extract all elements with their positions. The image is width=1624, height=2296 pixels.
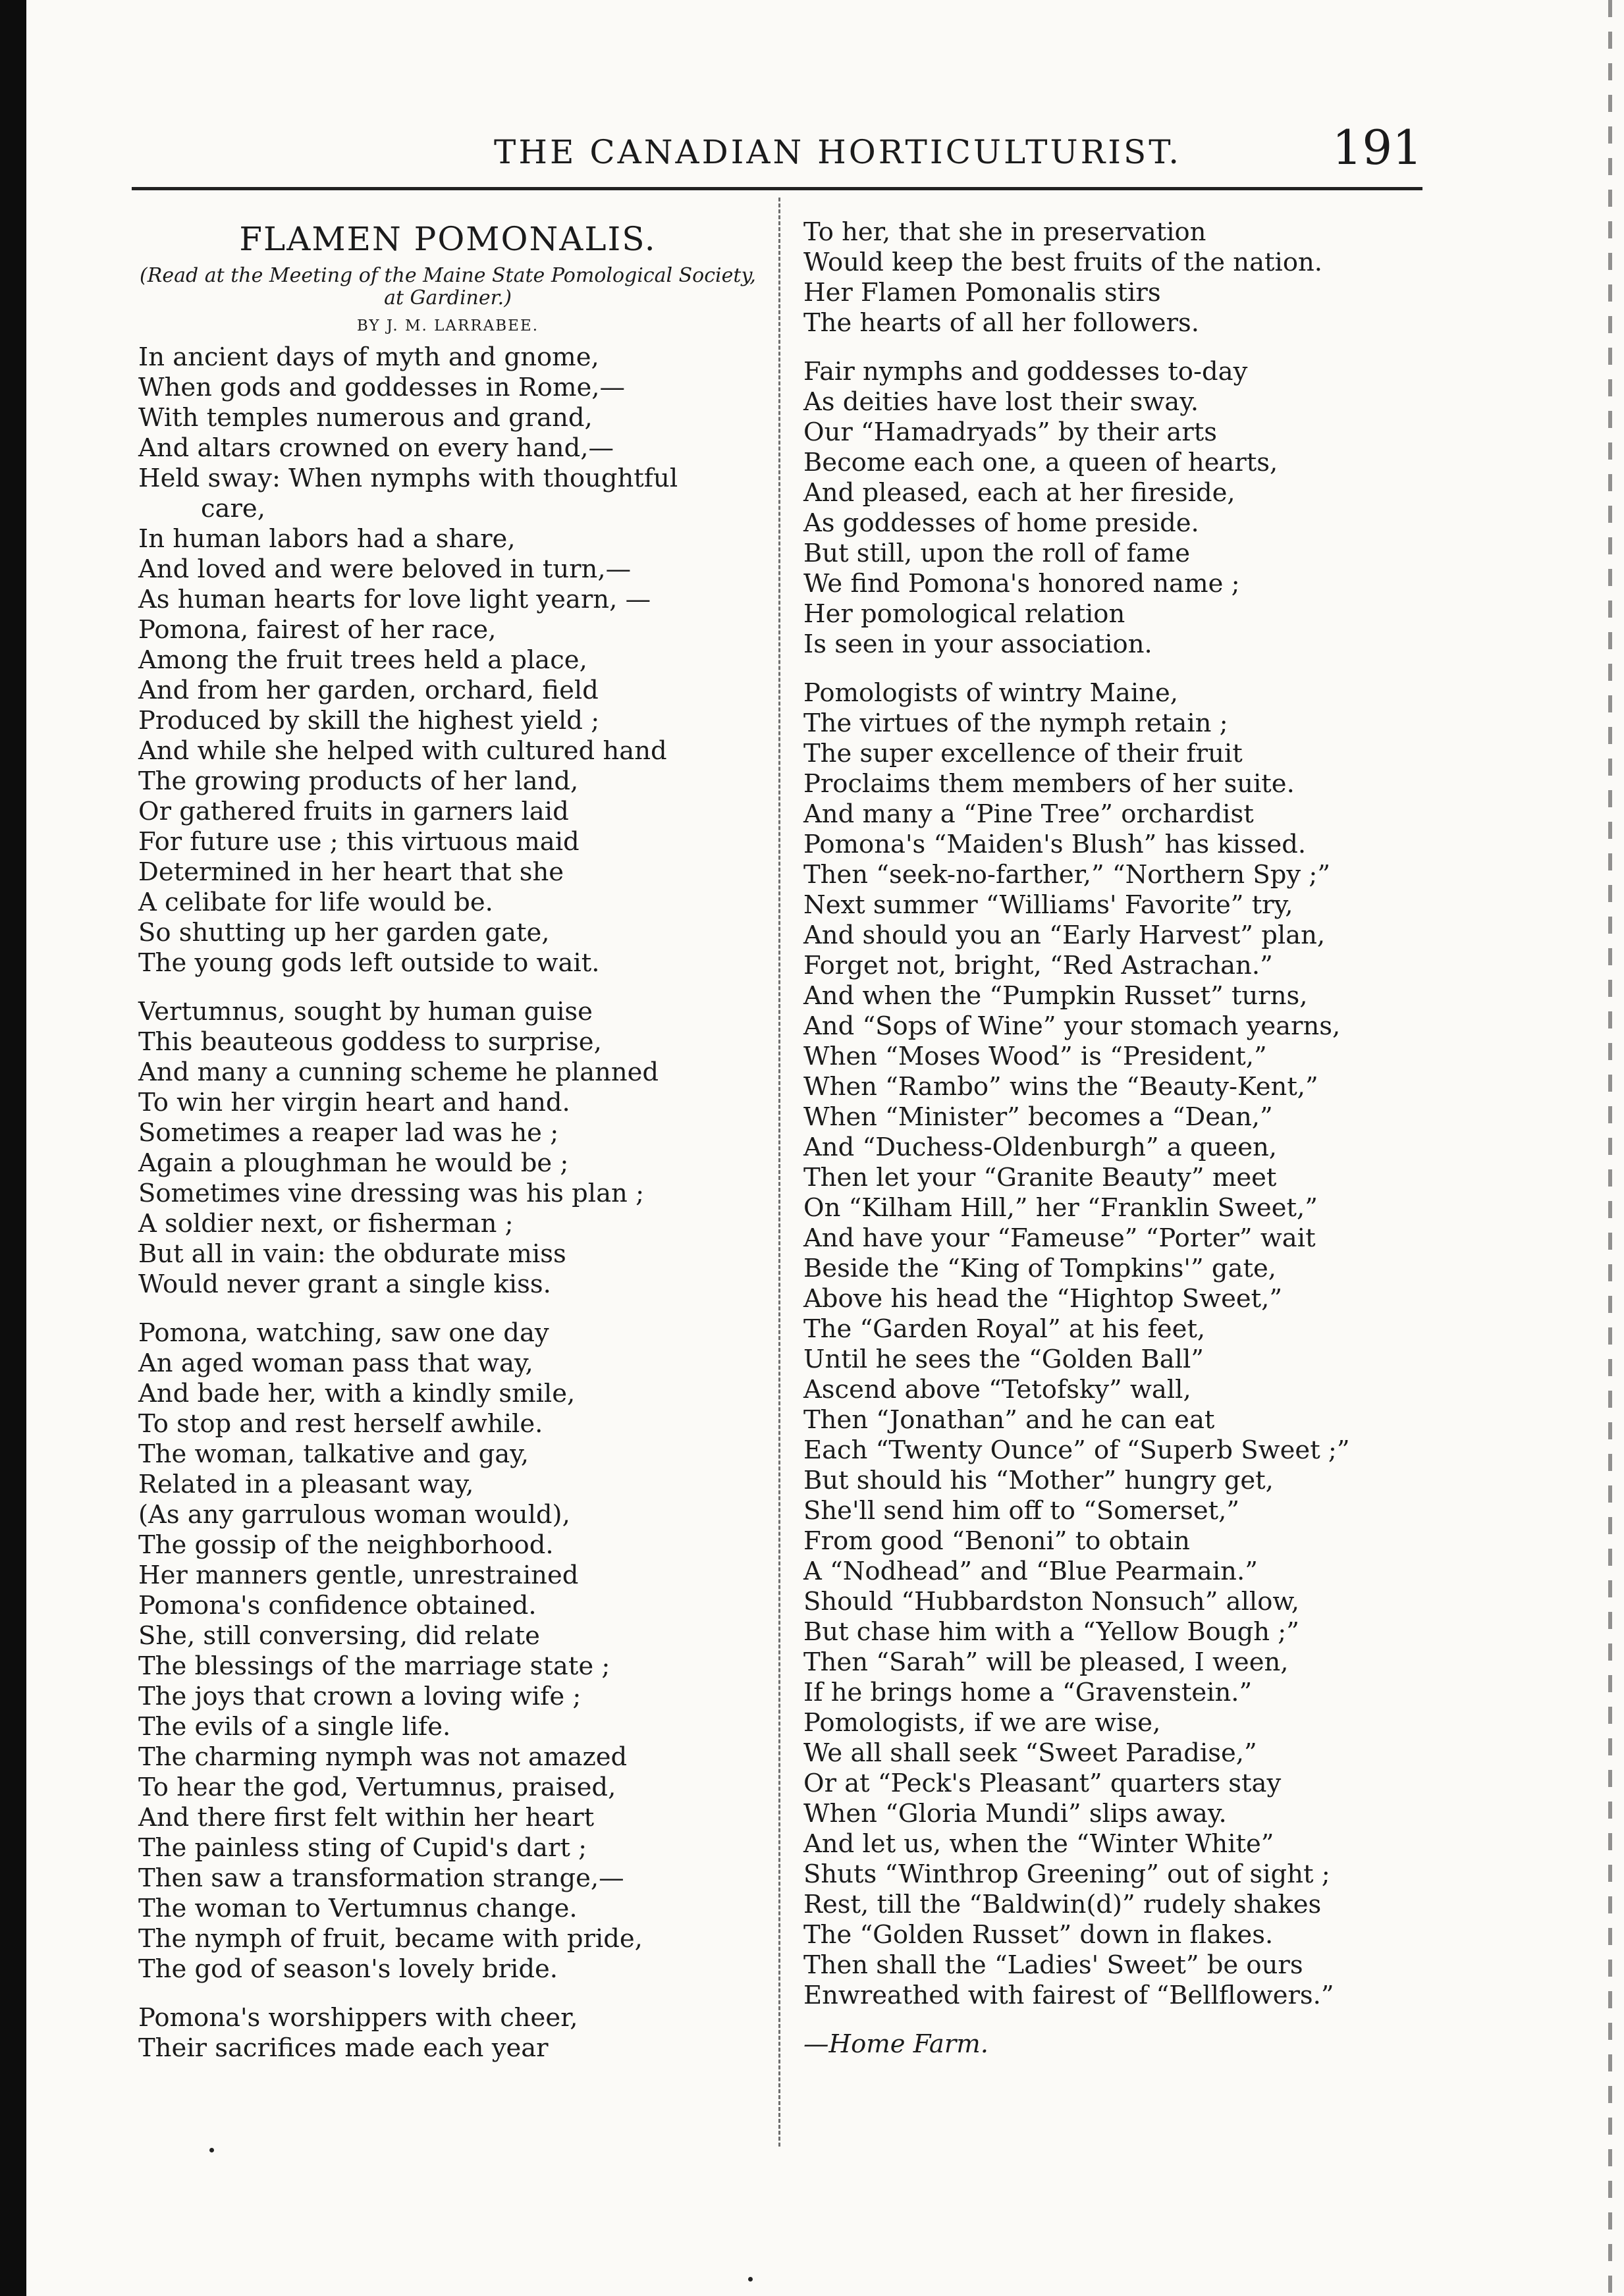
poem-line: When “Minister” becomes a “Dean,”: [803, 1102, 1273, 1132]
poem-line: An aged woman pass that way,: [138, 1348, 533, 1378]
poem-line: Should “Hubbardston Nonsuch” allow,: [803, 1587, 1300, 1616]
poem-line: Her pomological relation: [803, 599, 1125, 629]
poem-line: But all in vain: the obdurate miss: [138, 1239, 566, 1269]
poem-line: Our “Hamadryads” by their arts: [803, 417, 1217, 447]
poem-line: Each “Twenty Ounce” of “Superb Sweet ;”: [803, 1435, 1350, 1465]
poem-line: Then “Jonathan” and he can eat: [803, 1405, 1215, 1435]
poem-line: The super excellence of their fruit: [803, 739, 1243, 768]
poem-line: A celibate for life would be.: [138, 888, 493, 917]
left-stanzas: [138, 342, 757, 2064]
poem-line: Determined in her heart that she: [138, 857, 564, 887]
poem-line: To stop and rest herself awhile.: [138, 1409, 543, 1439]
poem-stanza: [138, 342, 757, 978]
poem-line: Fair nymphs and goddesses to-day: [803, 357, 1248, 387]
poem-line: Produced by skill the highest yield ;: [138, 706, 600, 735]
poem-line: And while she helped with cultured hand: [138, 736, 667, 766]
poem-line: When “Rambo” wins the “Beauty-Kent,”: [803, 1072, 1318, 1102]
poem-stanza: [138, 1318, 757, 1985]
poem-stanza: [138, 2003, 757, 2064]
poem-line: From good “Benoni” to obtain: [803, 1526, 1190, 1556]
poem-line: Among the fruit trees held a place,: [138, 645, 587, 675]
poem-line: The gossip of the neighborhood.: [138, 1530, 554, 1560]
poem-line: And “Sops of Wine” your stomach yearns,: [803, 1011, 1341, 1041]
poem-line: The young gods left outside to wait.: [138, 948, 600, 978]
poem-line: Above his head the “Hightop Sweet,”: [803, 1284, 1283, 1314]
page-binding-edge: [0, 0, 26, 2296]
poem-line: Her manners gentle, unrestrained: [138, 1561, 579, 1590]
poem-line: Her Flamen Pomonalis stirs: [803, 278, 1161, 307]
poem-line: Pomologists of wintry Maine,: [803, 678, 1178, 708]
poem-line: The “Garden Royal” at his feet,: [803, 1314, 1206, 1344]
poem-line: She'll send him off to “Somerset,”: [803, 1496, 1240, 1526]
poem-line: And altars crowned on every hand,—: [138, 433, 614, 463]
right-stanzas: [803, 217, 1442, 2011]
poem-line: Pomologists, if we are wise,: [803, 1708, 1161, 1738]
page-number: 191: [1332, 120, 1422, 175]
poem-line: But should his “Mother” hungry get,: [803, 1466, 1274, 1495]
poem-line: For future use ; this virtuous maid: [138, 827, 580, 857]
poem-line: Then saw a transformation strange,—: [138, 1863, 624, 1893]
poem-line: And have your “Fameuse” “Porter” wait: [803, 1223, 1316, 1253]
print-speck: [209, 2148, 214, 2152]
poem-line: And loved and were beloved in turn,—: [138, 554, 632, 584]
poem-line: To her, that she in preservation: [803, 217, 1206, 247]
poem-line: To win her virgin heart and hand.: [138, 1088, 570, 1117]
poem-line: To hear the god, Vertumnus, praised,: [138, 1773, 616, 1802]
poem-line: We all shall seek “Sweet Paradise,”: [803, 1738, 1257, 1768]
poem-line: As human hearts for love light yearn, —: [138, 585, 651, 614]
poem-line: When “Gloria Mundi” slips away.: [803, 1799, 1227, 1829]
poem-line: Is seen in your association.: [803, 629, 1152, 659]
poem-line: Then “Sarah” will be pleased, I ween,: [803, 1647, 1289, 1677]
poem-line: Then shall the “Ladies' Sweet” be ours: [803, 1950, 1303, 1980]
poem-line: The joys that crown a loving wife ;: [138, 1682, 582, 1711]
poem-line: The painless sting of Cupid's dart ;: [138, 1833, 587, 1863]
poem-line: Related in a pleasant way,: [138, 1470, 474, 1499]
poem-line: And bade her, with a kindly smile,: [138, 1379, 576, 1408]
poem-line: (As any garrulous woman would),: [138, 1500, 570, 1530]
poem-stanza: [803, 217, 1442, 338]
poem-line: A “Nodhead” and “Blue Pearmain.”: [803, 1557, 1258, 1586]
poem-line: Would keep the best fruits of the nation.: [803, 248, 1323, 277]
poem-line: The growing products of her land,: [138, 766, 579, 796]
poem-line: Pomona's worshippers with cheer,: [138, 2003, 578, 2033]
poem-line: So shutting up her garden gate,: [138, 918, 550, 948]
poem-byline: BY J. M. LARRABEE.: [356, 317, 539, 334]
poem-line: She, still conversing, did relate: [138, 1621, 540, 1651]
poem-line: And there first felt within her heart: [138, 1803, 595, 1832]
poem-line: And many a cunning scheme he planned: [138, 1057, 659, 1087]
poem-line: Or gathered fruits in garners laid: [138, 797, 569, 826]
page-torn-edge: [1608, 0, 1612, 2296]
poem-line: Would never grant a single kiss.: [138, 1269, 551, 1299]
poem-line: On “Kilham Hill,” her “Franklin Sweet,”: [803, 1193, 1318, 1223]
poem-line: And pleased, each at her fireside,: [803, 478, 1235, 508]
poem-line: And many a “Pine Tree” orchardist: [803, 799, 1254, 829]
poem-line: As deities have lost their sway.: [803, 387, 1199, 417]
poem-line: We find Pomona's honored name ;: [803, 569, 1240, 599]
poem-line: Next summer “Williams' Favorite” try,: [803, 890, 1293, 920]
poem-line: The charming nymph was not amazed: [138, 1742, 628, 1772]
poem-line: The evils of a single life.: [138, 1712, 451, 1742]
poem-line: Beside the “King of Tompkins'” gate,: [803, 1254, 1277, 1283]
header-rule: [132, 187, 1422, 190]
poem-line: Shuts “Winthrop Greening” out of sight ;: [803, 1859, 1330, 1889]
poem-line: The hearts of all her followers.: [803, 308, 1199, 338]
poem-line: Forget not, bright, “Red Astrachan.”: [803, 951, 1273, 980]
poem-line: In human labors had a share,: [138, 524, 516, 554]
poem-line: And let us, when the “Winter White”: [803, 1829, 1274, 1859]
poem-line: Pomona's “Maiden's Blush” has kissed.: [803, 830, 1307, 859]
poem-line: The blessings of the marriage state ;: [138, 1651, 610, 1681]
poem-line: Or at “Peck's Pleasant” quarters stay: [803, 1769, 1282, 1798]
poem-line: Become each one, a queen of hearts,: [803, 448, 1278, 477]
poem-line: The virtues of the nymph retain ;: [803, 708, 1228, 738]
poem-stanza: [138, 997, 757, 1300]
poem-line: And should you an “Early Harvest” plan,: [803, 921, 1326, 950]
poem-line: And “Duchess-Oldenburgh” a queen,: [803, 1133, 1278, 1162]
poem-line: Proclaims them members of her suite.: [803, 769, 1295, 799]
poem-line: Ascend above “Tetofsky” wall,: [803, 1375, 1191, 1404]
right-column: [803, 217, 1442, 2060]
poem-stanza: [803, 678, 1442, 2011]
poem-line: The woman, talkative and gay,: [138, 1439, 529, 1469]
poem-line: Vertumnus, sought by human guise: [138, 997, 593, 1027]
poem-line: In ancient days of myth and gnome,: [138, 342, 599, 372]
poem-line: Then “seek-no-farther,” “Northern Spy ;”: [803, 860, 1331, 890]
poem-line: When gods and goddesses in Rome,—: [138, 373, 626, 402]
poem-title: FLAMEN POMONALIS.: [239, 220, 657, 258]
poem-line: Sometimes vine dressing was his plan ;: [138, 1179, 645, 1208]
poem-note: (Read at the Meeting of the Maine State Pomological Society, at Gardiner.): [140, 264, 756, 309]
poem-line: But chase him with a “Yellow Bough ;”: [803, 1617, 1299, 1647]
poem-line: Rest, till the “Baldwin(d)” rudely shakes: [803, 1890, 1322, 1919]
poem-line: If he brings home a “Gravenstein.”: [803, 1678, 1253, 1707]
poem-line: The “Golden Russet” down in flakes.: [803, 1920, 1274, 1950]
poem-line: Held sway: When nymphs with thoughtful: [138, 464, 678, 493]
poem-signature: —Home Farm.: [803, 2029, 988, 2059]
poem-line: When “Moses Wood” is “President,”: [803, 1042, 1267, 1071]
poem-line: care,: [201, 494, 265, 523]
poem-line: The nymph of fruit, became with pride,: [138, 1924, 643, 1954]
poem-line: The god of season's lovely bride.: [138, 1954, 558, 1984]
column-divider: [778, 198, 780, 2147]
poem-line: Sometimes a reaper lad was he ;: [138, 1118, 559, 1148]
print-speck: [748, 2277, 753, 2282]
poem-line: Pomona, fairest of her race,: [138, 615, 497, 645]
poem-line: This beauteous goddess to surprise,: [138, 1027, 602, 1057]
poem-line: And when the “Pumpkin Russet” turns,: [803, 981, 1308, 1011]
left-column: [138, 217, 757, 2082]
poem-line: Until he sees the “Golden Ball”: [803, 1345, 1204, 1374]
poem-line: Enwreathed with fairest of “Bellflowers.”: [803, 1981, 1334, 2010]
poem-line: But still, upon the roll of fame: [803, 539, 1190, 568]
poem-stanza: [803, 357, 1442, 660]
poem-line: Pomona's confidence obtained.: [138, 1591, 537, 1620]
poem-line: The woman to Vertumnus change.: [138, 1894, 578, 1923]
running-title: THE CANADIAN HORTICULTURIST.: [494, 133, 1182, 171]
poem-line: A soldier next, or fisherman ;: [138, 1209, 514, 1239]
poem-line: As goddesses of home preside.: [803, 508, 1199, 538]
poem-line: Their sacrifices made each year: [138, 2033, 549, 2063]
poem-line: Then let your “Granite Beauty” meet: [803, 1163, 1277, 1192]
poem-line: And from her garden, orchard, field: [138, 676, 599, 705]
poem-line: With temples numerous and grand,: [138, 403, 593, 433]
poem-line: Again a ploughman he would be ;: [138, 1148, 569, 1178]
page-header: [138, 120, 1422, 184]
poem-line: Pomona, watching, saw one day: [138, 1318, 549, 1348]
